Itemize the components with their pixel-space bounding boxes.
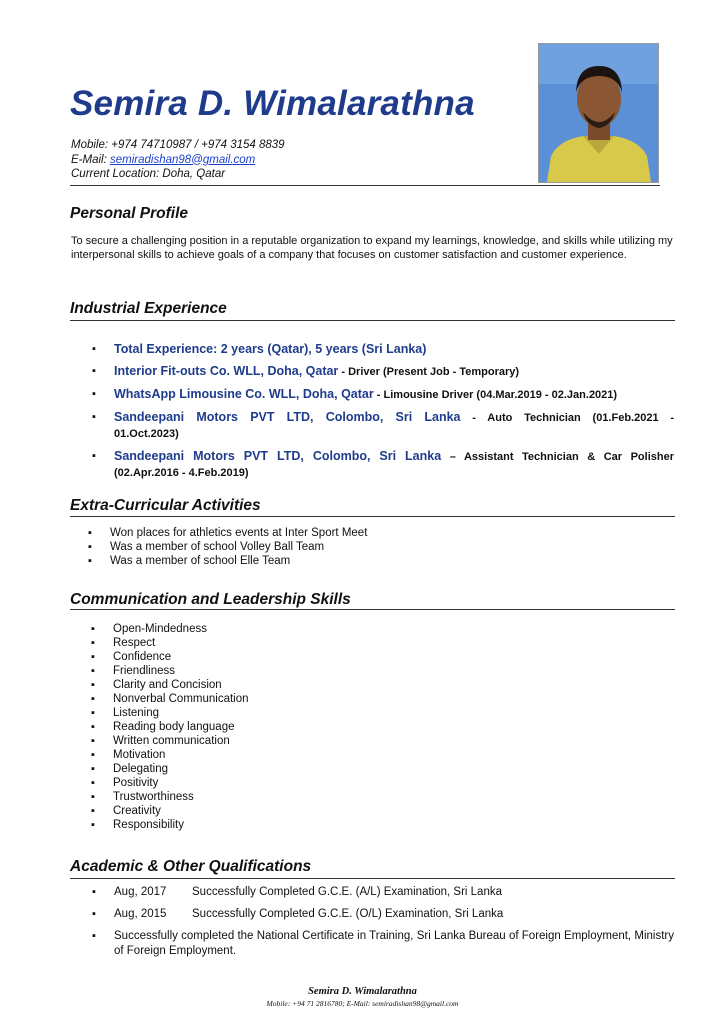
footer-name: Semira D. Wimalarathna	[308, 986, 417, 997]
list-item: ▪ Clarity and Concision	[113, 678, 249, 692]
list-item: ▪ Friendliness	[113, 664, 249, 678]
email-link[interactable]: semiradishan98@gmail.com	[109, 153, 256, 166]
list-item: ▪ Positivity	[113, 776, 249, 790]
experience-company: Interior Fit-outs Co. WLL, Doha, Qatar	[114, 364, 339, 378]
list-item	[114, 387, 674, 403]
qualification-text: Successfully completed the National Certificate in Training, Sri Lanka Bureau of Foreign Employment, Ministry of Foreign Employment.	[114, 930, 674, 957]
list-item	[114, 364, 674, 380]
list-item: ▪ Written communication	[113, 734, 249, 748]
experience-role: - Driver (Present Job - Temporary)	[338, 366, 520, 378]
skills-divider	[70, 609, 675, 610]
profile-photo	[538, 43, 659, 183]
experience-role: - Auto Technician (01.Feb.2021 -	[460, 412, 674, 424]
qualification-year: Aug, 2015	[114, 908, 167, 920]
qualification-year: Aug, 2017	[114, 886, 167, 898]
list-item: ▪ Creativity	[113, 804, 249, 818]
list-item: ▪ Open-Mindedness	[113, 622, 249, 636]
list-item: ▪ Delegating	[113, 762, 249, 776]
experience-company: WhatsApp Limousine Co. WLL, Doha, Qatar	[114, 387, 374, 401]
header-divider	[70, 185, 660, 186]
page-footer	[0, 986, 725, 1010]
extracurricular-list	[110, 526, 367, 568]
list-item: ▪ Motivation	[113, 748, 249, 762]
footer-contact: Mobile: +94 71 2816780; E-Mail: semiradishan98@gmail.com	[266, 999, 459, 1008]
list-item: ▪ Responsibility	[113, 818, 249, 832]
qualifications-divider	[70, 878, 675, 879]
experience-divider	[70, 320, 675, 321]
list-item: ▪ Reading body language	[113, 720, 249, 734]
experience-company: Total Experience: 2 years (Qatar), 5 years (Sri Lanka)	[114, 342, 427, 356]
skills-list	[113, 622, 249, 832]
list-item: ▪ Respect	[113, 636, 249, 650]
qualifications-list	[114, 885, 674, 959]
list-item	[114, 929, 674, 959]
candidate-name: Semira D. Wimalarathna	[70, 84, 475, 123]
experience-heading: Industrial Experience	[70, 300, 227, 317]
qualification-text: Successfully Completed G.C.E. (O/L) Examination, Sri Lanka	[192, 908, 504, 920]
email-line	[71, 153, 285, 168]
list-item: ▪ Listening	[113, 706, 249, 720]
experience-role: – Assistant Technician & Car Polisher	[441, 451, 674, 463]
list-item: ▪ Nonverbal Communication	[113, 692, 249, 706]
list-item: ▪ Confidence	[113, 650, 249, 664]
list-item: ▪ Won places for athletics events at Inter Sport Meet	[110, 526, 367, 540]
experience-dates: 01.Oct.2023)	[114, 428, 179, 440]
email-label: E-Mail:	[71, 153, 110, 166]
list-item: ▪ Trustworthiness	[113, 790, 249, 804]
contact-block	[71, 138, 285, 182]
list-item	[114, 907, 674, 922]
list-item	[114, 342, 674, 357]
mobile-line: Mobile: +974 74710987 / +974 3154 8839	[71, 139, 285, 151]
portrait-image	[539, 44, 658, 182]
profile-text: To secure a challenging position in a reputable organization to expand my learnings, knowledge, and skills while utilizing my interpersonal skills to achieve goals of a company that focuses on customer satisfaction and customer experience.	[71, 235, 673, 261]
list-item	[114, 410, 674, 442]
list-item: ▪ Was a member of school Elle Team	[110, 554, 367, 568]
qualifications-heading: Academic & Other Qualifications	[70, 858, 312, 875]
experience-list	[114, 342, 674, 481]
experience-company: Sandeepani Motors PVT LTD, Colombo, Sri Lanka	[114, 449, 442, 463]
list-item	[114, 885, 674, 900]
location-line: Current Location: Doha, Qatar	[71, 168, 226, 180]
extracurricular-divider	[70, 516, 675, 517]
extracurricular-heading: Extra-Curricular Activities	[70, 497, 261, 514]
profile-heading: Personal Profile	[70, 205, 189, 222]
experience-role: - Limousine Driver (04.Mar.2019 - 02.Jan.2021)	[373, 389, 618, 401]
experience-company: Sandeepani Motors PVT LTD, Colombo, Sri Lanka	[114, 410, 461, 424]
experience-dates: (02.Apr.2016 - 4.Feb.2019)	[114, 467, 249, 479]
qualification-text: Successfully Completed G.C.E. (A/L) Examination, Sri Lanka	[192, 886, 502, 898]
list-item: ▪ Was a member of school Volley Ball Team	[110, 540, 367, 554]
skills-heading: Communication and Leadership Skills	[70, 591, 351, 608]
list-item	[114, 449, 674, 481]
